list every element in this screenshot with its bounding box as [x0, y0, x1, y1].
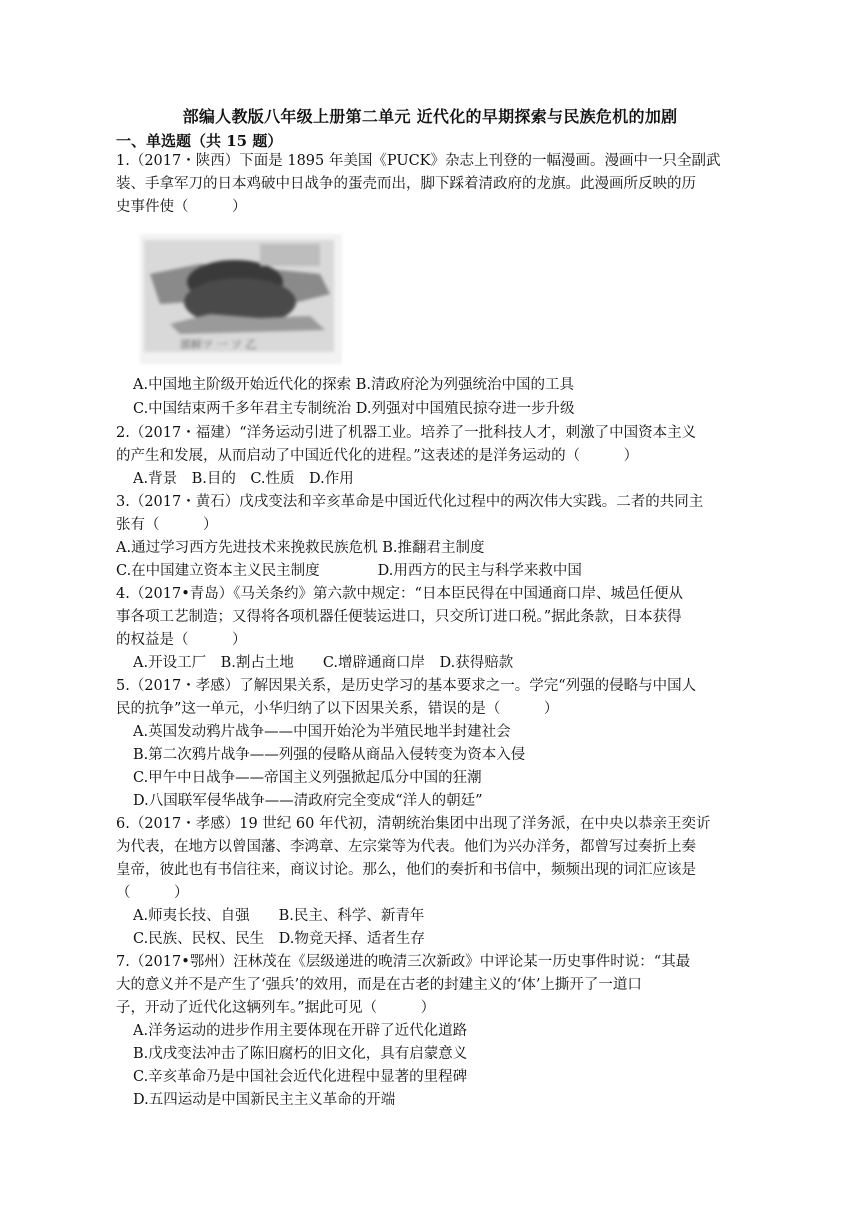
q3-option-line-1: A.通过学习西方先进技术来挽救民族危机 B.推翻君主制度	[116, 540, 485, 556]
q6-stem-line-1: 6.（2017・孝感）19 世纪 60 年代初，清朝统治集团中出现了洋务派，在中央以恭亲王奕䜣	[116, 816, 711, 832]
q4-stem-line-1: 4.（2017•青岛）《马关条约》第六款中规定：“日本臣民得在中国通商口岸、城邑任便从	[116, 586, 683, 602]
q7-option-d: D.五四运动是中国新民主主义革命的开端	[133, 1092, 396, 1108]
q2-stem-line-2: 的产生和发展，从而启动了中国近代化的进程。”这表述的是洋务运动的（ ）	[116, 448, 639, 464]
q7-stem-line-3: 子，开动了近代化这辆列车。”据此可见（ ）	[116, 1000, 436, 1016]
q1-stem-line-1: 1.（2017・陕西）下面是 1895 年美国《PUCK》杂志上刊登的一幅漫画。漫画中一只全副武	[116, 153, 721, 169]
document-title: 部编人教版八年级上册第二单元 近代化的早期探索与民族危机的加剧	[182, 107, 678, 126]
cartoon-image	[140, 234, 342, 364]
q5-option-a: A.英国发动鸦片战争——中国开始沦为半殖民地半封建社会	[133, 724, 511, 740]
q3-stem-line-1: 3.（2017・黄石）戊戌变法和辛亥革命是中国近代化过程中的两次伟大实践。二者的共同主	[116, 494, 704, 510]
q1-stem-line-3: 史事件使（ ）	[116, 199, 247, 215]
q7-option-a: A.洋务运动的进步作用主要体现在开辟了近代化道路	[133, 1023, 468, 1039]
cartoon-caption: 部鲜ツ 一 ソ 乙	[180, 338, 257, 351]
q3-option-line-2: C.在中国建立资本主义民主制度 D.用西方的民主与科学来救中国	[116, 563, 582, 579]
q1-option-line-1: A.中国地主阶级开始近代化的探索 B.清政府沦为列强统治中国的工具	[133, 377, 574, 393]
q5-stem-line-1: 5.（2017・孝感）了解因果关系，是历史学习的基本要求之一。学完“列强的侵略与中国人	[116, 678, 697, 694]
q4-stem-line-2: 事各项工艺制造；又得将各项机器任便装运进口，只交所订进口税。”据此条款，日本获得	[116, 609, 682, 625]
q5-option-b: B.第二次鸦片战争——列强的侵略从商品入侵转变为资本入侵	[133, 747, 526, 763]
section-heading: 一、单选题（共 15 题）	[116, 132, 283, 150]
q7-stem-line-1: 7.（2017•鄂州）汪林茂在《层级递进的晚清三次新政》中评论某一历史事件时说：“其最	[116, 954, 691, 970]
q5-stem-line-2: 民的抗争”这一单元，小华归纳了以下因果关系，错误的是（ ）	[116, 701, 559, 717]
q6-stem-line-3: 皇帝，彼此也有书信往来，商议讨论。那么，他们的奏折和书信中，频频出现的词汇应该是	[116, 862, 696, 878]
q1-stem-line-2: 装、手拿军刀的日本鸡破中日战争的蛋壳而出，脚下踩着清政府的龙旗。此漫画所反映的历	[116, 176, 696, 192]
q2-options: A.背景 B.目的 C.性质 D.作用	[133, 471, 354, 487]
q1-option-line-2: C.中国结束两千多年君主专制统治 D.列强对中国殖民掠夺进一步升级	[133, 401, 575, 417]
q6-stem-line-4: （ ）	[116, 885, 189, 901]
q6-option-line-2: C.民族、民权、民生 D.物竞天择、适者生存	[133, 931, 425, 947]
q7-option-b: B.戊戌变法冲击了陈旧腐朽的旧文化，具有启蒙意义	[133, 1046, 468, 1062]
q6-option-line-1: A.师夷长技、自强 B.民主、科学、新青年	[133, 908, 425, 924]
q7-stem-line-2: 大的意义并不是产生了‘强兵’的效用，而是在古老的封建主义的‘体’上撕开了一道口	[116, 977, 642, 993]
q4-options: A.开设工厂 B.割占土地 C.增辟通商口岸 D.获得赔款	[133, 655, 514, 671]
q5-option-c: C.甲午中日战争——帝国主义列强掀起瓜分中国的狂潮	[133, 770, 482, 786]
q7-option-c: C.辛亥革命乃是中国社会近代化进程中显著的里程碑	[133, 1069, 468, 1085]
q6-stem-line-2: 为代表，在地方以曾国藩、李鸿章、左宗棠等为代表。他们为兴办洋务，都曾写过奏折上奏	[116, 839, 696, 855]
q2-stem-line-1: 2.（2017・福建）“洋务运动引进了机器工业。培养了一批科技人才，刺激了中国资本主义	[116, 425, 697, 441]
q4-stem-line-3: 的权益是（ ）	[116, 632, 247, 648]
q3-stem-line-2: 张有（ ）	[116, 517, 218, 533]
q5-option-d: D.八国联军侵华战争——清政府完全变成“洋人的朝廷”	[133, 793, 483, 809]
